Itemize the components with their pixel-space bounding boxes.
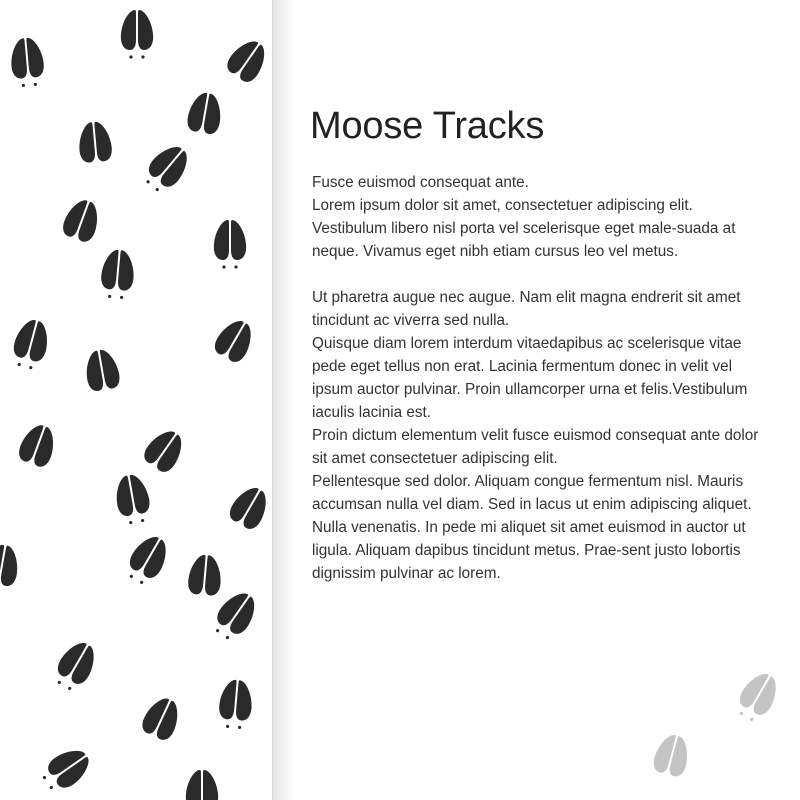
- text-line: Nulla venenatis. In pede mi aliquet sit amet euismod in auctor ut ligula. Aliquam dapibus tincidunt metus. Prae-sent justo lobortis dignissim pulvinar ac lorem.: [312, 519, 746, 582]
- moose-hoof-print-icon: [9, 37, 45, 88]
- moose-hoof-print-icon: [99, 249, 135, 300]
- panel-shadow: [273, 0, 295, 800]
- moose-track-pattern: [0, 0, 272, 800]
- moose-hoof-print-icon: [139, 139, 195, 197]
- moose-hoof-print-icon: [0, 542, 21, 587]
- moose-hoof-print-icon: [732, 668, 784, 726]
- moose-hoof-print-icon: [226, 482, 272, 533]
- moose-hoof-print-icon: [122, 531, 174, 589]
- moose-hoof-print-icon: [60, 196, 104, 245]
- moose-hoof-print-icon: [121, 10, 153, 59]
- moose-hoof-print-icon: [37, 742, 95, 796]
- track-pattern-panel: [0, 0, 272, 800]
- moose-hoof-print-icon: [187, 554, 223, 597]
- moose-hoof-print-icon: [16, 421, 60, 470]
- moose-hoof-print-icon: [211, 315, 259, 366]
- moose-hoof-print-icon: [77, 121, 113, 164]
- moose-hoof-print-icon: [223, 34, 272, 85]
- moose-hoof-print-icon: [186, 90, 225, 135]
- moose-hoof-print-icon: [186, 770, 218, 800]
- moose-hoof-print-icon: [139, 693, 185, 743]
- moose-hoof-print-icon: [83, 347, 122, 392]
- text-line: Ut pharetra augue nec augue. Nam elit magna endrerit sit amet tincidunt ac viverra sed nulla.: [312, 289, 741, 329]
- moose-hoof-print-icon: [50, 637, 102, 695]
- body-text: [312, 171, 764, 585]
- text-line: Fusce euismod consequat ante.: [312, 174, 529, 191]
- page-title: Moose Tracks: [310, 105, 545, 147]
- moose-hoof-print-icon: [9, 317, 53, 372]
- text-line: Quisque diam lorem interdum vitaedapibus ac scelerisque vitae pede eget tellus non erat. Lacinia fermentum donec in velit vel ipsum auctor pulvinar. Proin ullamcorper urna et felis.Vestibulum iaculis lacinia est.: [312, 335, 748, 421]
- moose-hoof-print-icon: [217, 679, 253, 730]
- moose-hoof-print-icon: [651, 732, 693, 779]
- text-line: Proin dictum elementum velit fusce euismod consequat ante dolor sit amet consectetuer adipiscing elit.: [312, 427, 759, 467]
- moose-hoof-print-icon: [140, 424, 189, 475]
- moose-hoof-print-icon: [208, 586, 262, 644]
- text-line: Pellentesque sed dolor. Aliquam congue fermentum nisl. Mauris accumsan nulla vel diam. Sed in lacus ut enim adipiscing aliquet.: [312, 473, 752, 513]
- moose-hoof-print-icon: [113, 472, 153, 525]
- moose-hoof-print-icon: [214, 220, 246, 269]
- text-line: Lorem ipsum dolor sit amet, consectetuer adipiscing elit. Vestibulum libero nisl porta vel scelerisque eget male-suada at neque. Vivamus eget nibh etiam cursus leo vel metus.: [312, 197, 736, 260]
- faded-tracks: [640, 655, 800, 800]
